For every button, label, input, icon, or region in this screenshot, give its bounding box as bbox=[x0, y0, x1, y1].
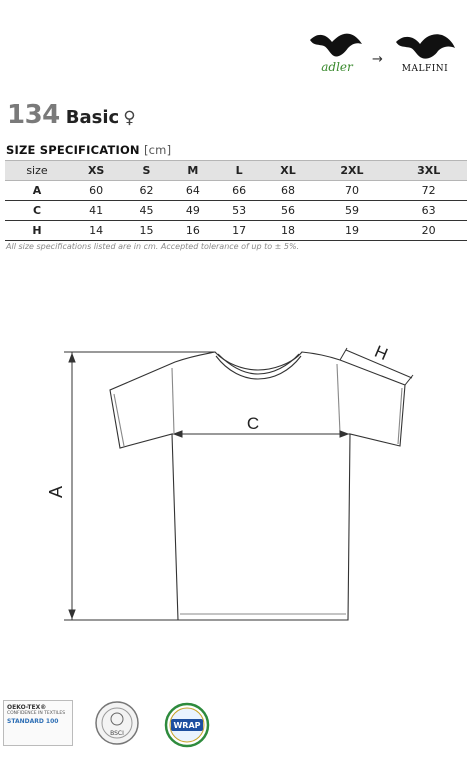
table-cell: 14 bbox=[69, 221, 123, 241]
spec-heading-text: SIZE SPECIFICATION bbox=[6, 143, 140, 157]
wrap-badge bbox=[164, 702, 210, 748]
eagle-icon bbox=[392, 30, 458, 62]
tshirt-outline bbox=[110, 352, 405, 620]
oeko-tex-badge bbox=[3, 700, 73, 746]
product-name: Basic bbox=[65, 107, 120, 128]
bsci-badge bbox=[94, 700, 140, 746]
size-table bbox=[5, 160, 467, 241]
malfini-wordmark: MALFINI bbox=[401, 64, 449, 74]
oeko-title: OEKO-TEX® bbox=[7, 704, 47, 711]
table-cell: 59 bbox=[314, 201, 391, 221]
product-number: 134 bbox=[7, 100, 60, 130]
table-header-cell: XL bbox=[262, 161, 313, 181]
table-cell: 68 bbox=[262, 181, 313, 201]
table-header-cell: XS bbox=[69, 161, 123, 181]
table-cell: 62 bbox=[123, 181, 169, 201]
table-cell: 16 bbox=[170, 221, 216, 241]
table-row bbox=[5, 221, 467, 241]
spec-unit: [cm] bbox=[143, 143, 172, 157]
product-title bbox=[7, 100, 136, 130]
table-cell: 53 bbox=[216, 201, 262, 221]
table-cell: 60 bbox=[69, 181, 123, 201]
row-label: C bbox=[5, 201, 69, 221]
table-header-cell: 2XL bbox=[314, 161, 391, 181]
table-cell: 64 bbox=[170, 181, 216, 201]
table-header-cell: L bbox=[216, 161, 262, 181]
table-cell: 72 bbox=[390, 181, 467, 201]
table-cell: 45 bbox=[123, 201, 169, 221]
adler-wordmark: adler bbox=[321, 60, 353, 74]
table-header-cell: M bbox=[170, 161, 216, 181]
table-cell: 41 bbox=[69, 201, 123, 221]
female-icon: ♀ bbox=[123, 108, 136, 128]
table-cell: 70 bbox=[314, 181, 391, 201]
table-cell: 56 bbox=[262, 201, 313, 221]
table-header-row bbox=[5, 161, 467, 181]
arrow-icon: → bbox=[372, 52, 383, 67]
oeko-standard: STANDARD 100 bbox=[7, 718, 59, 725]
table-header-cell: 3XL bbox=[390, 161, 467, 181]
oeko-sub: CONFIDENCE IN TEXTILES bbox=[7, 711, 66, 716]
table-header-cell: S bbox=[123, 161, 169, 181]
table-cell: 18 bbox=[262, 221, 313, 241]
row-label: A bbox=[5, 181, 69, 201]
label-h: H bbox=[371, 341, 391, 365]
malfini-logo bbox=[392, 30, 458, 74]
tolerance-note: All size specifications listed are in cm. Accepted tolerance of up to ± 5%. bbox=[6, 242, 300, 251]
table-cell: 66 bbox=[216, 181, 262, 201]
table-cell: 15 bbox=[123, 221, 169, 241]
eagle-icon bbox=[308, 30, 366, 60]
table-row bbox=[5, 201, 467, 221]
table-header-cell: size bbox=[5, 161, 69, 181]
row-label: H bbox=[5, 221, 69, 241]
table-cell: 49 bbox=[170, 201, 216, 221]
brand-bar bbox=[308, 30, 458, 82]
tshirt-diagram bbox=[40, 330, 430, 640]
table-cell: 20 bbox=[390, 221, 467, 241]
bsci-text: BSCI bbox=[110, 730, 124, 737]
table-cell: 19 bbox=[314, 221, 391, 241]
adler-logo bbox=[308, 30, 366, 74]
wrap-text: WRAP bbox=[173, 721, 201, 730]
label-a: A bbox=[46, 485, 66, 499]
table-cell: 17 bbox=[216, 221, 262, 241]
spec-heading bbox=[6, 143, 171, 157]
label-c: C bbox=[246, 414, 260, 433]
table-cell: 63 bbox=[390, 201, 467, 221]
table-row bbox=[5, 181, 467, 201]
